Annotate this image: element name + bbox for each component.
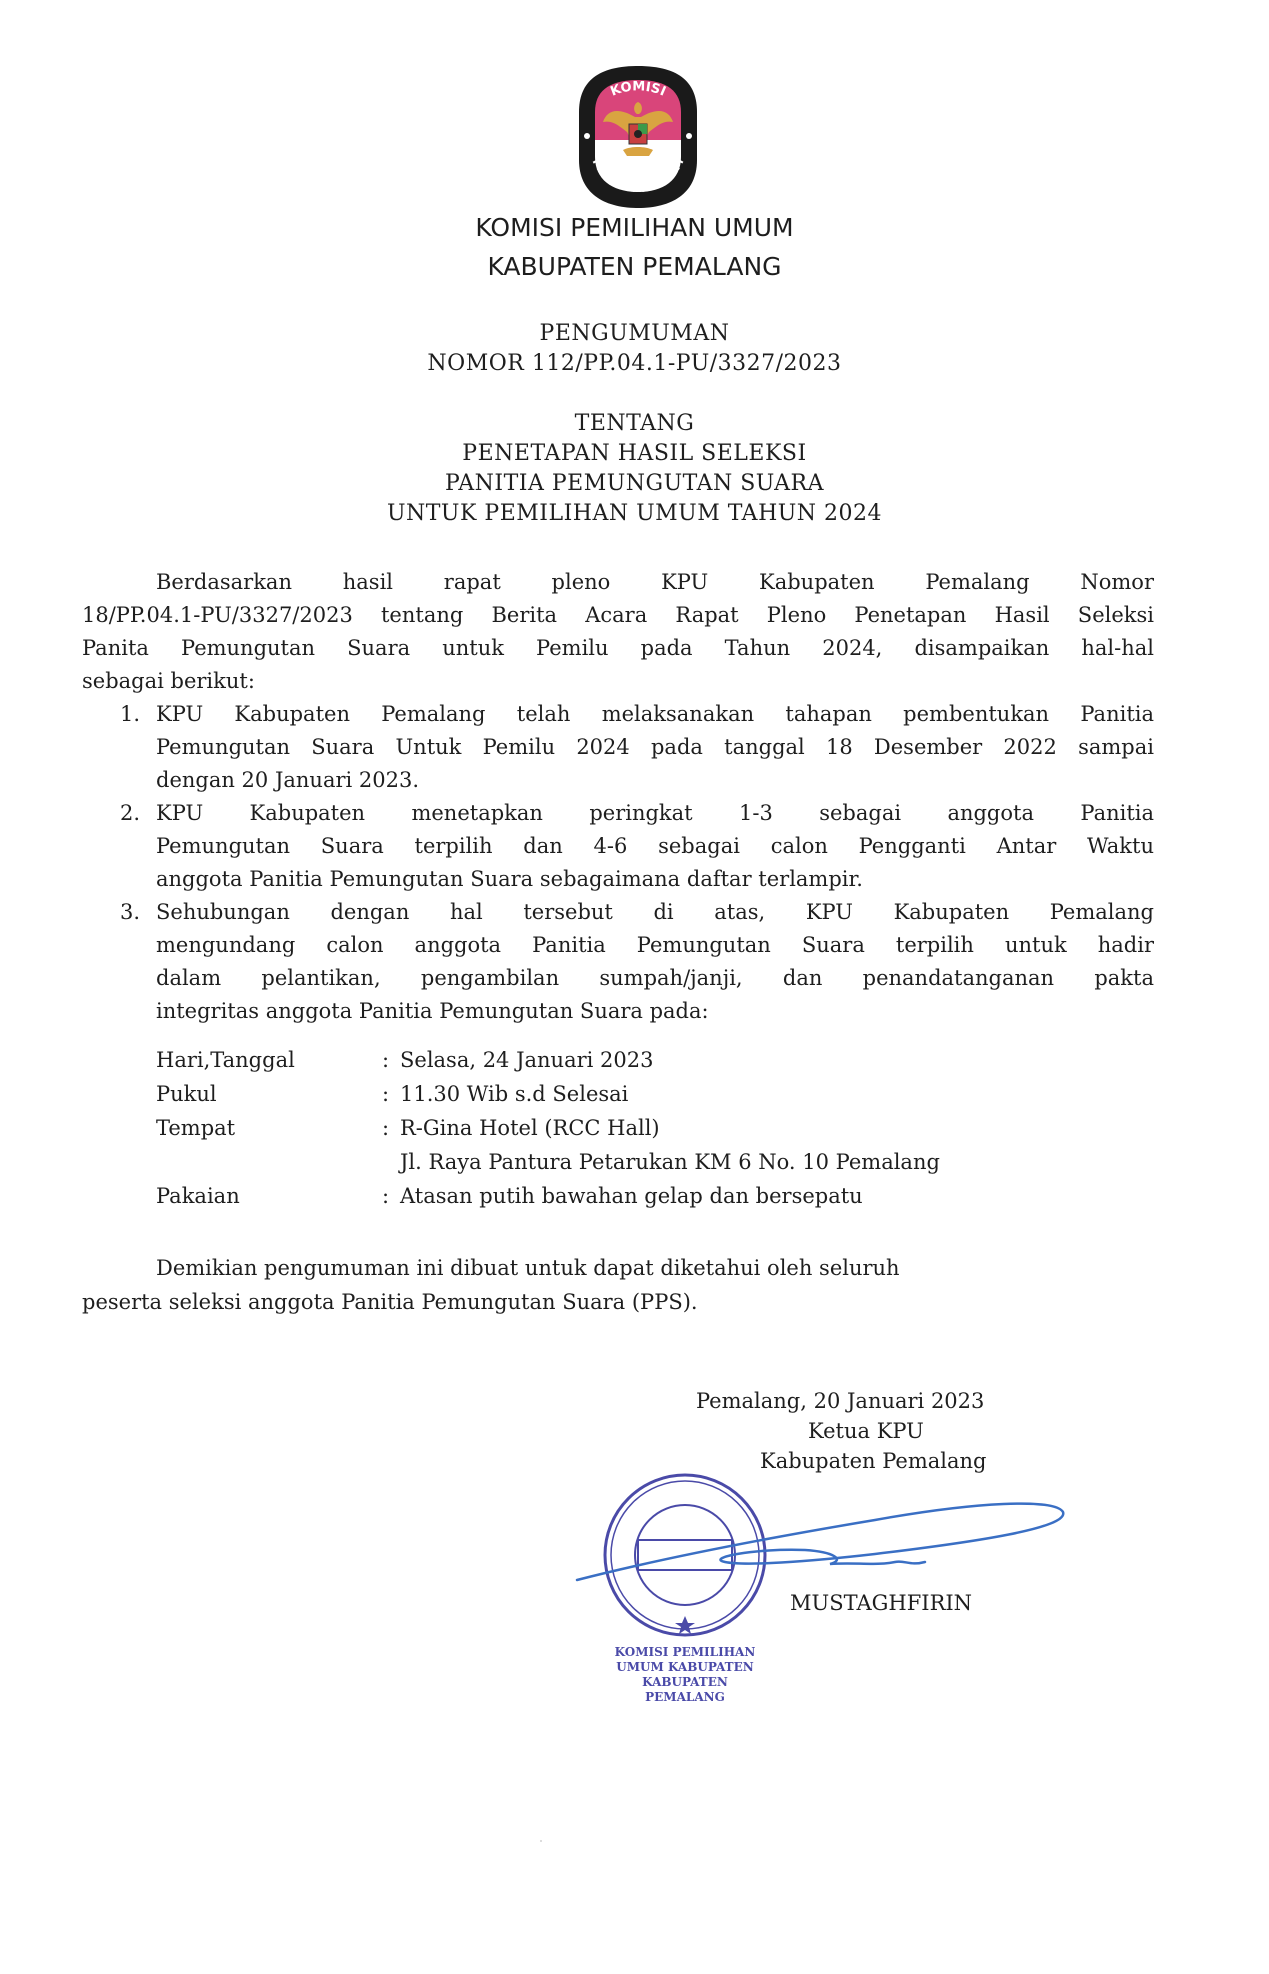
subject-line-3: UNTUK PEMILIHAN UMUM TAHUN 2024 <box>386 501 883 526</box>
intro-paragraph <box>82 566 1154 698</box>
detail-colon <box>382 1145 400 1179</box>
detail-row-address <box>156 1145 940 1179</box>
detail-colon: : <box>382 1082 390 1106</box>
list-item <box>110 896 1154 1028</box>
numbered-list <box>110 698 1154 1028</box>
detail-label <box>156 1145 382 1179</box>
about-label: TENTANG <box>574 411 695 436</box>
subject-line-1: PENETAPAN HASIL SELEKSI <box>462 441 807 466</box>
intro-line: Berdasarkan hasil rapat pleno KPU Kabupaten Pemalang Nomor <box>156 570 1154 594</box>
list-item-number: 3. <box>120 900 141 924</box>
closing-line: peserta seleksi anggota Panitia Pemungutan Suara (PPS). <box>82 1290 698 1314</box>
list-item <box>110 797 1154 896</box>
org-name-line2: KABUPATEN PEMALANG <box>487 252 782 281</box>
detail-colon: : <box>382 1048 390 1072</box>
list-item-line: Pemungutan Suara terpilih dan 4-6 sebagai calon Pengganti Antar Waktu <box>156 834 1154 858</box>
detail-label: Hari,Tanggal <box>156 1048 295 1072</box>
closing-paragraph <box>82 1251 1082 1319</box>
detail-row-time <box>156 1077 940 1111</box>
signatory-name: MUSTAGHFIRIN <box>790 1591 973 1615</box>
document-number: NOMOR 112/PP.04.1-PU/3327/2023 <box>427 351 842 376</box>
scan-artifact <box>540 1840 542 1842</box>
signature-title: Ketua KPU <box>808 1419 924 1443</box>
detail-colon: : <box>382 1184 390 1208</box>
signature-place-date: Pemalang, 20 Januari 2023 <box>696 1389 985 1413</box>
event-details <box>156 1043 940 1213</box>
logo-ring-text: PEMILIHAN UMUM <box>589 155 687 196</box>
list-item-number: 1. <box>120 702 141 726</box>
detail-value: R-Gina Hotel (RCC Hall) <box>400 1116 660 1140</box>
stamp-center-line-1: KABUPATEN <box>642 1675 728 1689</box>
stamp-text <box>600 1645 770 1705</box>
detail-row-dress-code <box>156 1179 940 1213</box>
detail-value: Atasan putih bawahan gelap dan bersepatu <box>400 1184 863 1208</box>
detail-label: Pukul <box>156 1082 217 1106</box>
detail-value: Jl. Raya Pantura Petarukan KM 6 No. 10 Pemalang <box>400 1150 940 1174</box>
detail-value: Selasa, 24 Januari 2023 <box>400 1048 654 1072</box>
detail-row-date <box>156 1043 940 1077</box>
subject-line-2: PANITIA PEMUNGUTAN SUARA <box>444 471 825 496</box>
list-item <box>110 698 1154 797</box>
intro-line: Panita Pemungutan Suara untuk Pemilu pada Tahun 2024, disampaikan hal-hal <box>82 636 1154 660</box>
document-type: PENGUMUMAN <box>539 321 730 346</box>
stamp-center-line-2: PEMALANG <box>645 1690 725 1704</box>
org-name-line1: KOMISI PEMILIHAN UMUM <box>475 213 794 242</box>
signature-region: Kabupaten Pemalang <box>760 1449 987 1473</box>
detail-label: Pakaian <box>156 1184 240 1208</box>
detail-row-place <box>156 1111 940 1145</box>
intro-line: sebagai berikut: <box>82 669 255 693</box>
stamp-ring-text: KOMISI PEMILIHAN UMUM KABUPATEN <box>614 1645 756 1674</box>
list-item-line: dengan 20 Januari 2023. <box>156 768 420 792</box>
closing-line: Demikian pengumuman ini dibuat untuk dapat diketahui oleh seluruh <box>156 1256 900 1280</box>
list-item-line: dalam pelantikan, pengambilan sumpah/janji, dan penandatanganan pakta <box>156 966 1154 990</box>
list-item-line: KPU Kabupaten Pemalang telah melaksanakan tahapan pembentukan Panitia <box>156 702 1154 726</box>
handwritten-signature-icon <box>575 1480 1075 1590</box>
kpu-logo-icon <box>573 62 703 212</box>
detail-colon: : <box>382 1116 390 1140</box>
list-item-line: KPU Kabupaten menetapkan peringkat 1-3 sebagai anggota Panitia <box>156 801 1154 825</box>
detail-value: 11.30 Wib s.d Selesai <box>400 1082 629 1106</box>
list-item-number: 2. <box>120 801 141 825</box>
intro-line: 18/PP.04.1-PU/3327/2023 tentang Berita Acara Rapat Pleno Penetapan Hasil Seleksi <box>82 603 1154 627</box>
list-item-line: Sehubungan dengan hal tersebut di atas, KPU Kabupaten Pemalang <box>156 900 1154 924</box>
list-item-line: Pemungutan Suara Untuk Pemilu 2024 pada tanggal 18 Desember 2022 sampai <box>156 735 1154 759</box>
detail-label: Tempat <box>156 1116 236 1140</box>
list-item-line: integritas anggota Panitia Pemungutan Suara pada: <box>156 999 709 1023</box>
logo-top-text: KOMISI <box>608 79 668 100</box>
list-item-line: anggota Panitia Pemungutan Suara sebagaimana daftar terlampir. <box>156 867 863 891</box>
list-item-line: mengundang calon anggota Panitia Pemungutan Suara terpilih untuk hadir <box>156 933 1154 957</box>
